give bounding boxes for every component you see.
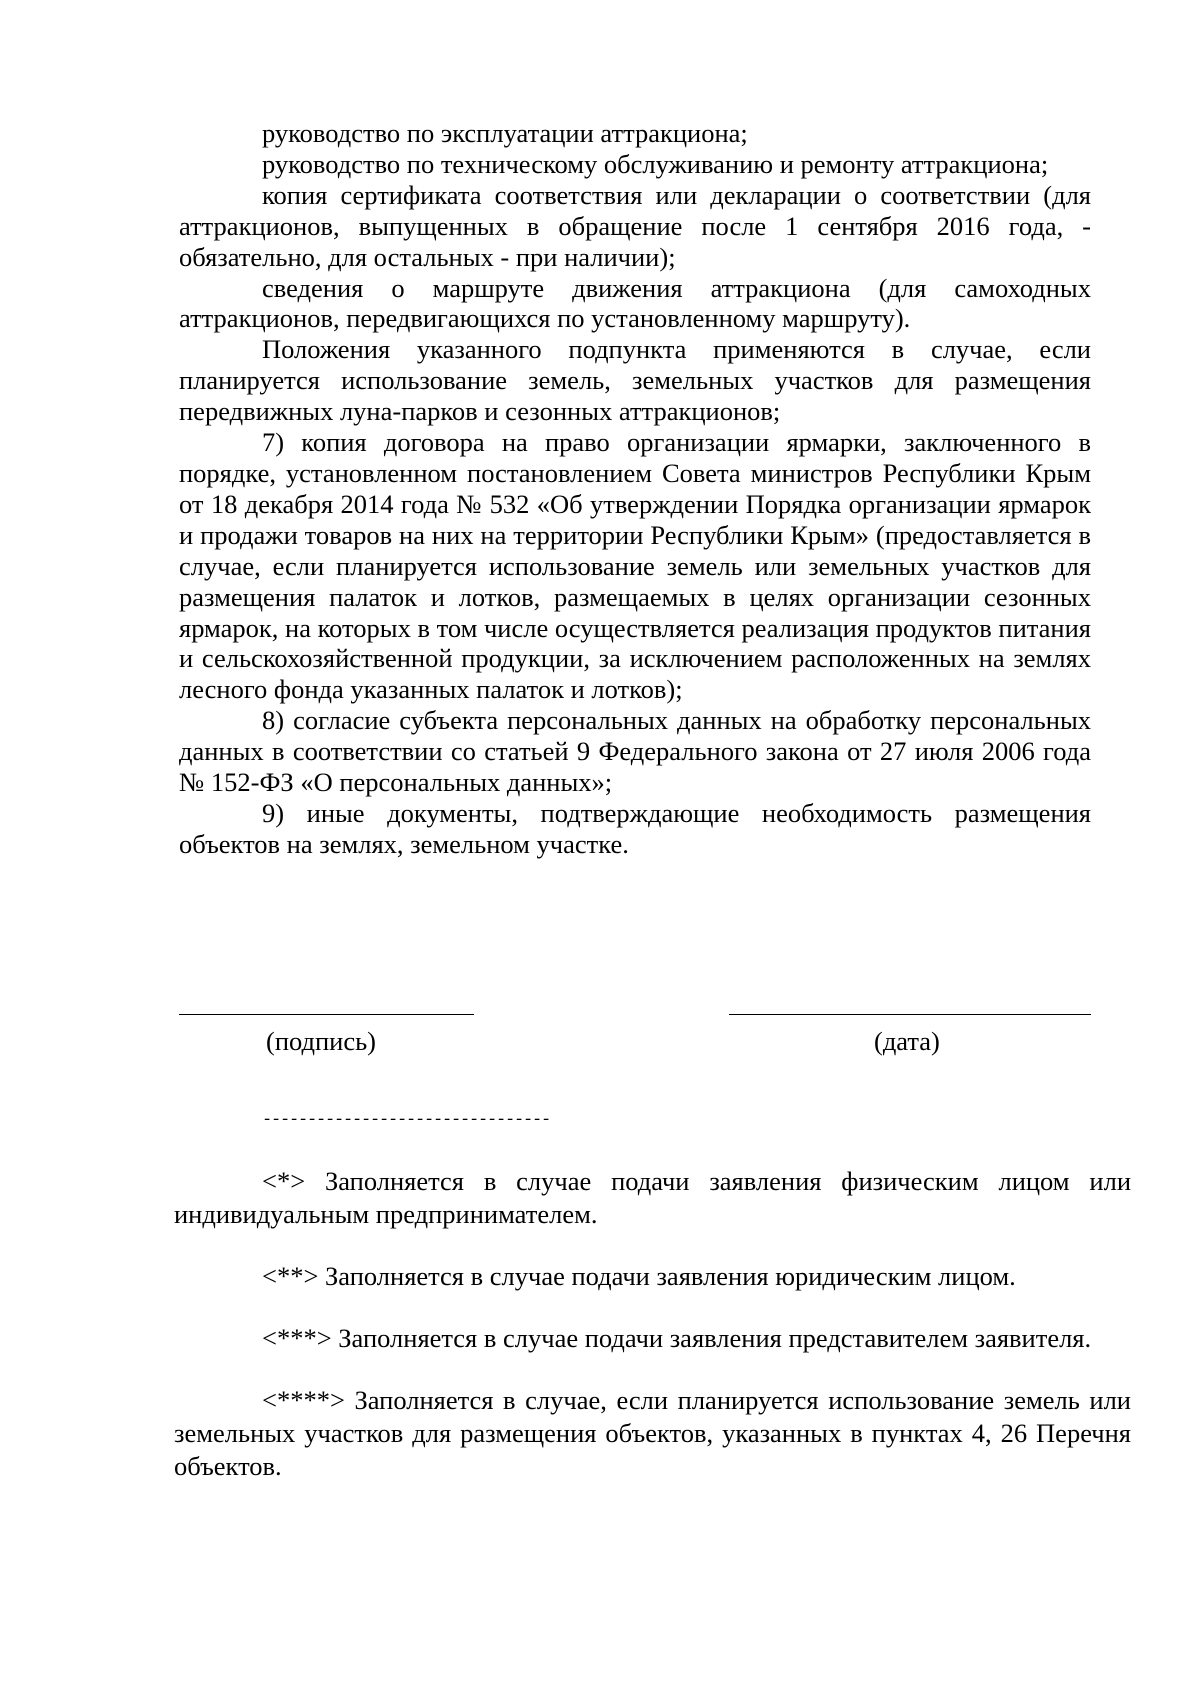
paragraph-item-9-other-documents: 9) иные документы, подтверждающие необходимость размещения объектов на землях, земельном участке.	[179, 797, 1091, 859]
paragraph-item-7-fair-contract: 7) копия договора на право организации ярмарки, заключенного в порядке, установленном постановлением Совета министров Республики Крым от 18 декабря 2014 года № 532 «Об утверждении Порядка организации ярмарок и продажи товаров на них на территории Республики Крым» (предоставляется в случае, если планируется использование земель или земельных участков для размещения палаток и лотков, размещаемых в целях организации сезонных ярмарок, на которых в том числе осуществляется реализация продуктов питания и сельскохозяйственной продукции, за исключением расположенных на землях лесного фонда указанных палаток и лотков);	[179, 427, 1091, 705]
signature-label: (подпись)	[266, 1026, 377, 1056]
footnote-individual: <*> Заполняется в случае подачи заявления физическим лицом или индивидуальным предпринимателем.	[174, 1166, 1131, 1229]
paragraph-item-8-personal-data-consent: 8) согласие субъекта персональных данных на обработку персональных данных в соответствии со статьей 9 Федерального закона от 27 июля 2006 года № 152-ФЗ «О персональных данных»;	[179, 705, 1091, 798]
signature-line	[179, 1014, 474, 1015]
footnote-separator: --------------------------------	[262, 1111, 551, 1130]
footnote-legal-entity: <**> Заполняется в случае подачи заявления юридическим лицом.	[262, 1261, 1016, 1291]
footnotes-block	[174, 1165, 1131, 1512]
main-text-block	[179, 118, 1091, 860]
paragraph-maintenance-manual: руководство по техническому обслуживанию и ремонту аттракциона;	[262, 148, 1049, 179]
footnote-objects-list: <****> Заполняется в случае, если планируется использование земель или земельных участков для размещения объектов, указанных в пунктах 4, 26 Перечня объектов.	[174, 1385, 1131, 1481]
paragraph-operation-manual: руководство по эксплуатации аттракциона;	[262, 118, 748, 148]
date-line	[729, 1014, 1091, 1015]
date-label: (дата)	[874, 1026, 940, 1056]
paragraph-route-info: сведения о маршруте движения аттракциона (для самоходных аттракционов, передвигающихся по установленному маршруту).	[179, 272, 1091, 334]
paragraph-certificate-copy: копия сертификата соответствия или декларации о соответствии (для аттракционов, выпущенных в обращение после 1 сентября 2016 года, - обязательно, для остальных - при наличии);	[179, 179, 1091, 272]
signature-block	[179, 1014, 1091, 1094]
paragraph-provisions-apply: Положения указанного подпункта применяются в случае, если планируется использование земель, земельных участков для размещения передвижных луна-парков и сезонных аттракционов;	[179, 334, 1091, 427]
footnote-representative: <***> Заполняется в случае подачи заявления представителем заявителя.	[262, 1323, 1092, 1353]
